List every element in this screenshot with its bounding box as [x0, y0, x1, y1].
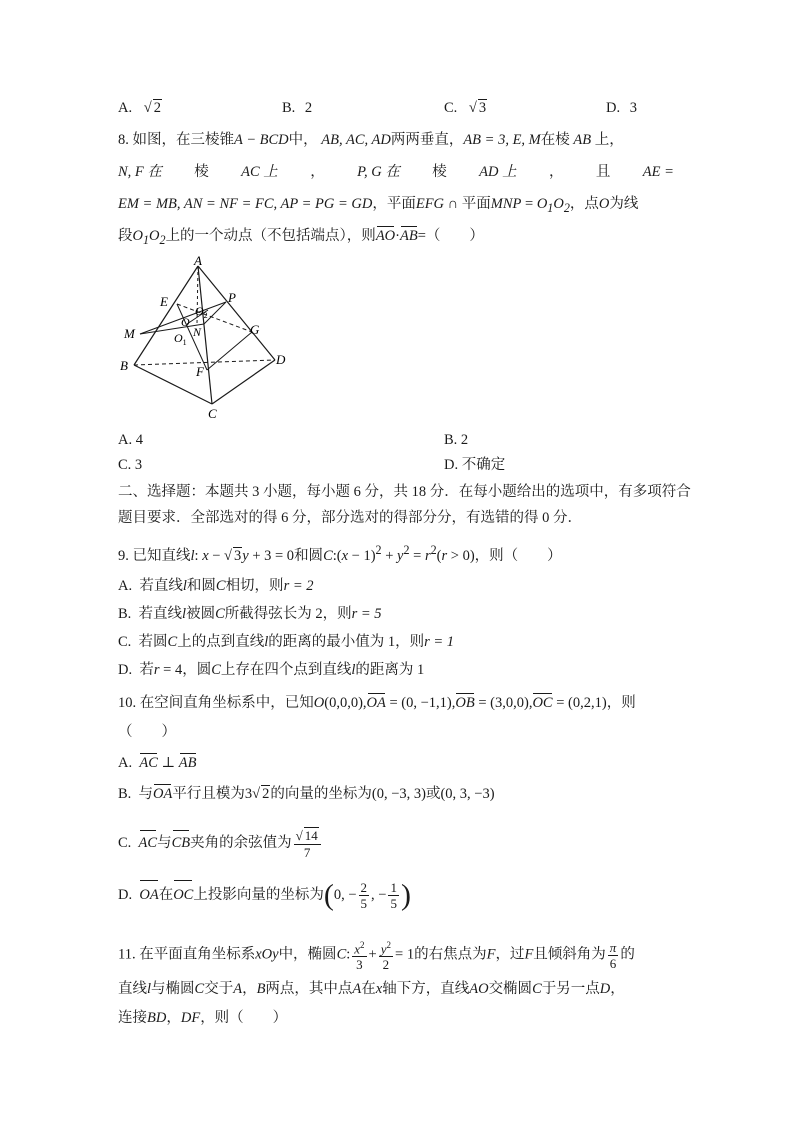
q9-text: 上存在四个点到直线 — [220, 662, 352, 678]
label-m: M — [124, 326, 135, 341]
option-value: 3 — [134, 457, 143, 473]
q11-text: 轴下方，直线 — [382, 981, 470, 997]
option-label: D. — [118, 887, 133, 903]
label-o1: $O_1$ — [174, 331, 187, 347]
q10-text: ，则 — [606, 695, 636, 711]
question-number: 11. — [118, 946, 136, 963]
q11-text: 连接 — [118, 1010, 147, 1026]
q9-stem: 9. 已知直线l: x − √ 3y + 3 = 0和圆C:(x − $1)^2 + y^2 = r^2(r > 0)$，则（ ） — [118, 543, 562, 564]
q8-text: 平面 — [461, 196, 491, 212]
q8-word: AD 上 — [479, 164, 517, 180]
q8-line-3: EM = MB, AN = NF = FC, AP = PG = GD，平面EFG ∩ 平面MNP = $O_1O_2$，点O为线 — [118, 196, 639, 215]
option-label: A. — [118, 432, 133, 448]
q8-word: N, F 在 — [118, 164, 162, 180]
sqrt-expression: √ 3 — [468, 100, 487, 116]
q9-option-c: C. 若圆C上的点到直线l的距离的最小值为 1，则r = 1 — [118, 634, 455, 650]
q9-text: ，则（ ） — [474, 547, 562, 564]
q10-text: 平行且模为 — [172, 786, 245, 802]
option-label: B. — [118, 606, 132, 622]
section-2-header-line-1: 二、选择题：本题共 3 小题，每小题 6 分，共 18 分．在每小题给出的选项中，有多项符合 — [118, 484, 691, 500]
q8-text: ，点 — [569, 196, 599, 212]
q9-text: 若直线 — [138, 606, 183, 622]
label-b: B — [120, 358, 128, 373]
math-expr: O — [598, 196, 610, 212]
q11-text: 在 — [361, 981, 376, 997]
q11-text: ，则（ ） — [200, 1010, 288, 1026]
q8-word: ， — [549, 164, 564, 180]
q8-text: 两两垂直， — [390, 132, 464, 148]
segment-fg — [207, 332, 252, 370]
q11-text: 中，椭圆 — [278, 946, 337, 963]
q11-line-3: 连接BD，DF，则（ ） — [118, 1010, 288, 1026]
label-d: D — [276, 352, 286, 367]
vector-oa: OA — [139, 880, 158, 910]
q8-line-1 — [118, 130, 624, 150]
vector-oa: OA — [153, 786, 173, 802]
q11-text: 的 — [620, 946, 635, 963]
option-label: D. — [444, 457, 459, 473]
vector-ab: AB — [400, 228, 418, 244]
q9-text: 的距离的最小值为 1，则 — [268, 634, 425, 650]
math-expr: AB — [569, 132, 595, 148]
option-label: C. — [118, 834, 132, 851]
q7-option-c — [444, 98, 487, 118]
q7-option-b — [282, 98, 312, 118]
q9-text: 若 — [139, 662, 154, 678]
label-o: O — [181, 315, 190, 329]
option-label: B. — [282, 100, 296, 116]
q9-text: 和圆 — [294, 547, 324, 564]
vector-ob: OB — [455, 695, 475, 711]
q11-text: ，过 — [495, 946, 525, 963]
math-expr: C — [323, 547, 333, 564]
q8-text: 上的一个动点（不包括端点），则 — [165, 228, 376, 244]
question-number: 10. — [118, 695, 137, 711]
q11-text: 在平面直角坐标系 — [139, 946, 256, 963]
q8-line-4: 段$O_1O_2$上的一个动点（不包括端点），则AO·AB=（ ） — [118, 228, 484, 247]
q10-paren: （ ） — [118, 724, 176, 740]
option-label: C. — [118, 457, 132, 473]
q9-text: 被圆 — [186, 606, 216, 622]
q10-text: 与 — [138, 786, 154, 802]
edge-cd — [212, 360, 275, 404]
q10-stem: 10. 在空间直角坐标系中，已知O(0,0,0),OA = (0, −1,1),OB = (3,0,0),OC = (0,2,1)，则 — [118, 695, 636, 711]
q8-text: 如图，在三棱锥 — [132, 132, 234, 148]
option-value: 不确定 — [461, 457, 506, 473]
q9-text: ，圆 — [182, 662, 212, 678]
q8-word: AC 上 — [241, 164, 278, 180]
q11-text: 的右焦点为 — [414, 946, 487, 963]
sqrt-radicand: 3 — [478, 100, 487, 116]
q8-text: 为线 — [609, 196, 639, 212]
vector-ac: AC — [139, 830, 158, 856]
label-p: P — [228, 290, 236, 305]
math-expr: AB = 3, E, M — [463, 132, 541, 148]
q10-text: 上投影向量的坐标为 — [193, 887, 324, 903]
q11-line-2: 直线l与椭圆C交于A，B两点，其中点A在x轴下方，直线AO交椭圆C于另一点D， — [118, 981, 625, 997]
q8-option-d — [444, 455, 505, 475]
q10-text: 夹角的余弦值为 — [190, 834, 292, 851]
q9-text: 的距离为 1 — [355, 662, 425, 678]
question-number: 9. — [118, 547, 129, 564]
option-label: A. — [118, 755, 133, 771]
math-expr: r = 5 — [351, 606, 382, 622]
sqrt-expression: √ 2 — [143, 100, 161, 116]
q11-text: 两点，其中点 — [265, 981, 353, 997]
label-o2: $O_2$ — [195, 304, 208, 320]
q9-option-d: D. 若r = 4，圆C上存在四个点到直线l的距离为 1 — [118, 662, 425, 678]
q9-option-b: B. 若直线l被圆C所截得弦长为 2，则r = 5 — [118, 606, 382, 622]
option-label: A. — [118, 578, 133, 594]
vector-oc: OC — [173, 880, 193, 910]
q8-word: ， — [310, 164, 325, 180]
vector-oa: OA — [366, 695, 386, 711]
option-label: C. — [118, 634, 132, 650]
option-label: D. — [606, 100, 621, 116]
math-expr: EFG — [415, 196, 445, 212]
tetrahedron-figure — [112, 252, 302, 424]
q11-text: 与椭圆 — [151, 981, 195, 997]
q10-option-d: D. OA在OC上投影向量的坐标为(0, − $\frac{2}{5}$ , − $\frac{1}{5}$ ) — [118, 878, 411, 912]
q11-text: 于另一点 — [541, 981, 600, 997]
math-expr: MNP — [490, 196, 522, 212]
sqrt-radicand: 2 — [153, 100, 161, 116]
vector-ac: AC — [139, 755, 158, 771]
q8-word: 棱 — [432, 164, 447, 180]
option-label: D. — [118, 662, 133, 678]
fraction-sqrt14-over-7: $\frac{√ 14}{7}$ — [294, 827, 321, 860]
q10-text: 在 — [158, 887, 174, 903]
math-expr: r = 1 — [424, 634, 455, 650]
label-f: F — [196, 364, 204, 379]
label-c: C — [208, 406, 217, 421]
q11-text: 交椭圆 — [488, 981, 533, 997]
q8-word: 且 — [595, 164, 611, 180]
q11-text: 且倾斜角为 — [533, 946, 606, 963]
q10-option-b: B. 与OA平行且模为3√ 2的向量的坐标为(0, −3, 3)或(0, 3, −3) — [118, 786, 495, 802]
option-value: 4 — [135, 432, 143, 448]
option-label: B. — [444, 432, 458, 448]
math-expr: EM = MB, AN = NF = FC, AP = PG = GD — [118, 196, 373, 212]
q10-text: 与 — [157, 834, 172, 851]
q8-option-b — [444, 430, 468, 450]
option-value: 3 — [629, 100, 637, 116]
option-label: B. — [118, 786, 132, 802]
math-expr: A − BCD — [234, 132, 289, 148]
q8-text: 中， — [288, 132, 318, 148]
q8-option-a — [118, 430, 143, 450]
vector-cb: CB — [172, 830, 191, 856]
option-value: 2 — [460, 432, 469, 448]
q10-text: 的向量的坐标为 — [270, 786, 372, 802]
q10-option-a: A. AC ⊥ AB — [118, 755, 197, 771]
q9-text: 已知直线 — [132, 547, 191, 564]
math-expr: $O_1O_2$ — [132, 228, 166, 247]
q8-option-c — [118, 455, 142, 475]
option-value: 2 — [304, 100, 313, 116]
sqrt-radicand: 3 — [234, 547, 242, 564]
q8-word: P, G 在 — [357, 164, 400, 180]
option-label: A. — [118, 100, 133, 116]
math-expr: y — [242, 547, 249, 564]
q9-text: 若圆 — [138, 634, 168, 650]
q8-word: AE = — [642, 164, 674, 180]
q8-word: 棱 — [194, 164, 209, 180]
q7-option-a — [118, 98, 162, 118]
q8-text: ，平面 — [372, 196, 416, 212]
q11-text: 直线 — [118, 981, 147, 997]
q9-text: 相切，则 — [225, 578, 284, 594]
math-expr: l — [190, 547, 195, 564]
vector-ao: AO — [375, 228, 396, 244]
q8-text: 上， — [594, 132, 624, 148]
math-expr: x — [202, 547, 209, 564]
option-label: C. — [444, 100, 458, 116]
label-n: N — [193, 325, 202, 339]
vector-oc: OC — [532, 695, 553, 711]
question-number: 8. — [118, 132, 129, 148]
q9-text: 和圆 — [186, 578, 216, 594]
q11-line-1: 11. 在平面直角坐标系xOy中，椭圆C: $\frac{x^2}{3}$ + $\frac{y^2}{2}$ = 1的右焦点为F，过F且倾斜角为 $\frac{\pi}{6}$ 的 — [118, 939, 635, 973]
q8-line-2 — [118, 162, 674, 182]
math-expr: AB, AC, AD — [321, 132, 391, 148]
q10-text: 或 — [425, 786, 441, 802]
label-a: A — [194, 253, 202, 268]
vector-ab: AB — [178, 755, 197, 771]
q11-text: ， — [610, 981, 625, 997]
q7-option-d — [606, 98, 637, 118]
q9-text: 若直线 — [139, 578, 183, 594]
q11-text: 交于 — [204, 981, 234, 997]
label-e: E — [160, 294, 168, 309]
q8-text: 段 — [118, 228, 133, 244]
q9-text: 所截得弦长为 2，则 — [224, 606, 352, 622]
math-expr: r = 2 — [283, 578, 314, 594]
q8-text: 在棱 — [540, 132, 570, 148]
math-expr: $O_1O_2$ — [536, 196, 570, 215]
q8-text: =（ ） — [417, 228, 484, 244]
q9-text: 上的点到直线 — [177, 634, 265, 650]
q10-text: 在空间直角坐标系中，已知 — [139, 695, 314, 711]
sqrt-radicand: 2 — [262, 786, 270, 802]
q9-option-a: A. 若直线l和圆C相切，则r = 2 — [118, 578, 314, 594]
label-g: G — [250, 322, 260, 337]
section-2-header-line-2: 题目要求．全部选对的得 6 分，部分选对的得部分分，有选错的得 0 分． — [118, 510, 582, 526]
edge-ad — [198, 266, 275, 360]
q10-option-c — [118, 827, 323, 860]
